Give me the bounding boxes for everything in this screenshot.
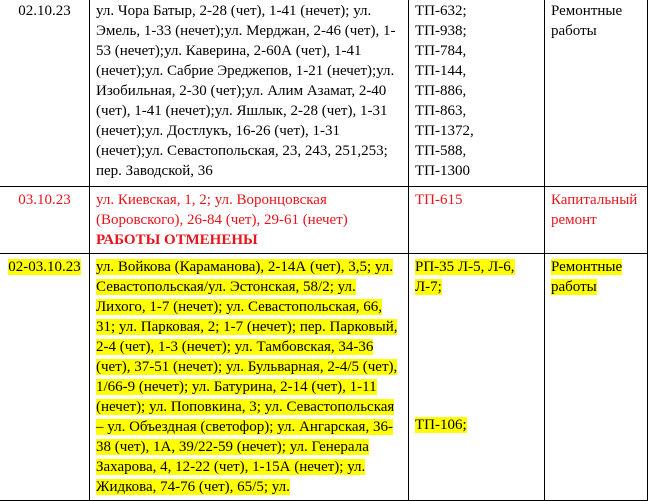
- work-type-cell: [545, 0, 648, 187]
- address-text: ул. Чора Батыр, 2-28 (чет), 1-41 (нечет); ул. Эмель, 1-33 (нечет);ул. Мерджан, 2-46 (чет), 1-53 (нечет);ул. Каверина, 2-60А (чет), 1-41 (нечет);ул. Сабрие Эреджепов, 1-21 (нечет);ул. Изобильная, 2-30 (чет);ул. Алим Азамат, 2-40 (чет), 1-41 (нечет);ул. Яшлык, 2-28 (чет), 1-31 (нечет);ул. Достлукъ, 16-26 (чет), 1-31 (нечет);ул. Севастопольская, 23, 243, 251,253; пер. Заводской, 36: [96, 3, 396, 179]
- substation-cell: [409, 187, 545, 254]
- work-type-cell: [545, 187, 648, 254]
- date-text: 02-03.10.23: [8, 259, 81, 275]
- address-text: ул. Войкова (Караманова), 2-14А (чет), 3,5; ул. Севастопольская/ул. Эстонская, 58/2; ул. Лихого, 1-7 (нечет); ул. Севастопольская, 66, 31; ул. Парковая, 2; 1-7 (нечет); пер. Парковый, 2-4 (чет), 1-3 (нечет); ул. Тамбовская, 34-36 (чет), 37-51 (нечет); ул. Бульварная, 2-4/5 (чет), 1/66-9 (нечет); ул. Батурина, 2-14 (чет), 1-11 (нечет); ул. Поповкина, 3; ул. Севастопольская – ул. Объездная (светофор); ул. Ангарская, 36-38 (чет), 1А, 39/22-59 (нечет); ул. Генерала Захарова, 4, 12-22 (чет), 1-15А (нечет); ул. Жидкова, 74-76 (чет), 65/5; ул.: [96, 259, 398, 495]
- substation-item: ТП-1300: [415, 163, 470, 179]
- work-type-text: Ремонтные работы: [551, 3, 623, 39]
- date-text: 03.10.23: [18, 192, 71, 208]
- date-cell: [0, 187, 90, 254]
- work-type-cell: [545, 254, 648, 501]
- address-cell: [90, 187, 409, 254]
- date-cell: [0, 0, 90, 187]
- substation-item: РП-35 Л-5, Л-6, Л-7;: [415, 259, 515, 295]
- substation-item: ТП-886,: [415, 83, 467, 99]
- address-text: ул. Киевская, 1, 2; ул. Воронцовская (Воровского), 26-84 (чет), 29-61 (нечет): [96, 192, 348, 228]
- substation-item: ТП-1372,: [415, 123, 474, 139]
- substation-item: ТП-615: [415, 192, 463, 208]
- substation-item: ТП-863,: [415, 103, 467, 119]
- address-cell: [90, 254, 409, 501]
- date-text: 02.10.23: [18, 3, 71, 19]
- address-cell: [90, 0, 409, 187]
- table-row: [0, 187, 648, 254]
- work-type-text: Капитальный ремонт: [551, 192, 638, 228]
- substation-item: ТП-784,: [415, 43, 467, 59]
- substation-item: ТП-588,: [415, 143, 467, 159]
- spacer: [415, 297, 538, 415]
- substation-item: ТП-938;: [415, 23, 467, 39]
- substation-item: ТП-144,: [415, 63, 467, 79]
- table-row: [0, 0, 648, 187]
- cancelled-note: РАБОТЫ ОТМЕНЕНЫ: [96, 232, 258, 248]
- substation-cell: [409, 0, 545, 187]
- table-row: [0, 254, 648, 501]
- substation-item: ТП-106;: [415, 417, 467, 433]
- date-cell: [0, 254, 90, 501]
- substation-cell: [409, 254, 545, 501]
- work-type-text: Ремонтные работы: [551, 259, 623, 295]
- substation-item: ТП-632;: [415, 3, 467, 19]
